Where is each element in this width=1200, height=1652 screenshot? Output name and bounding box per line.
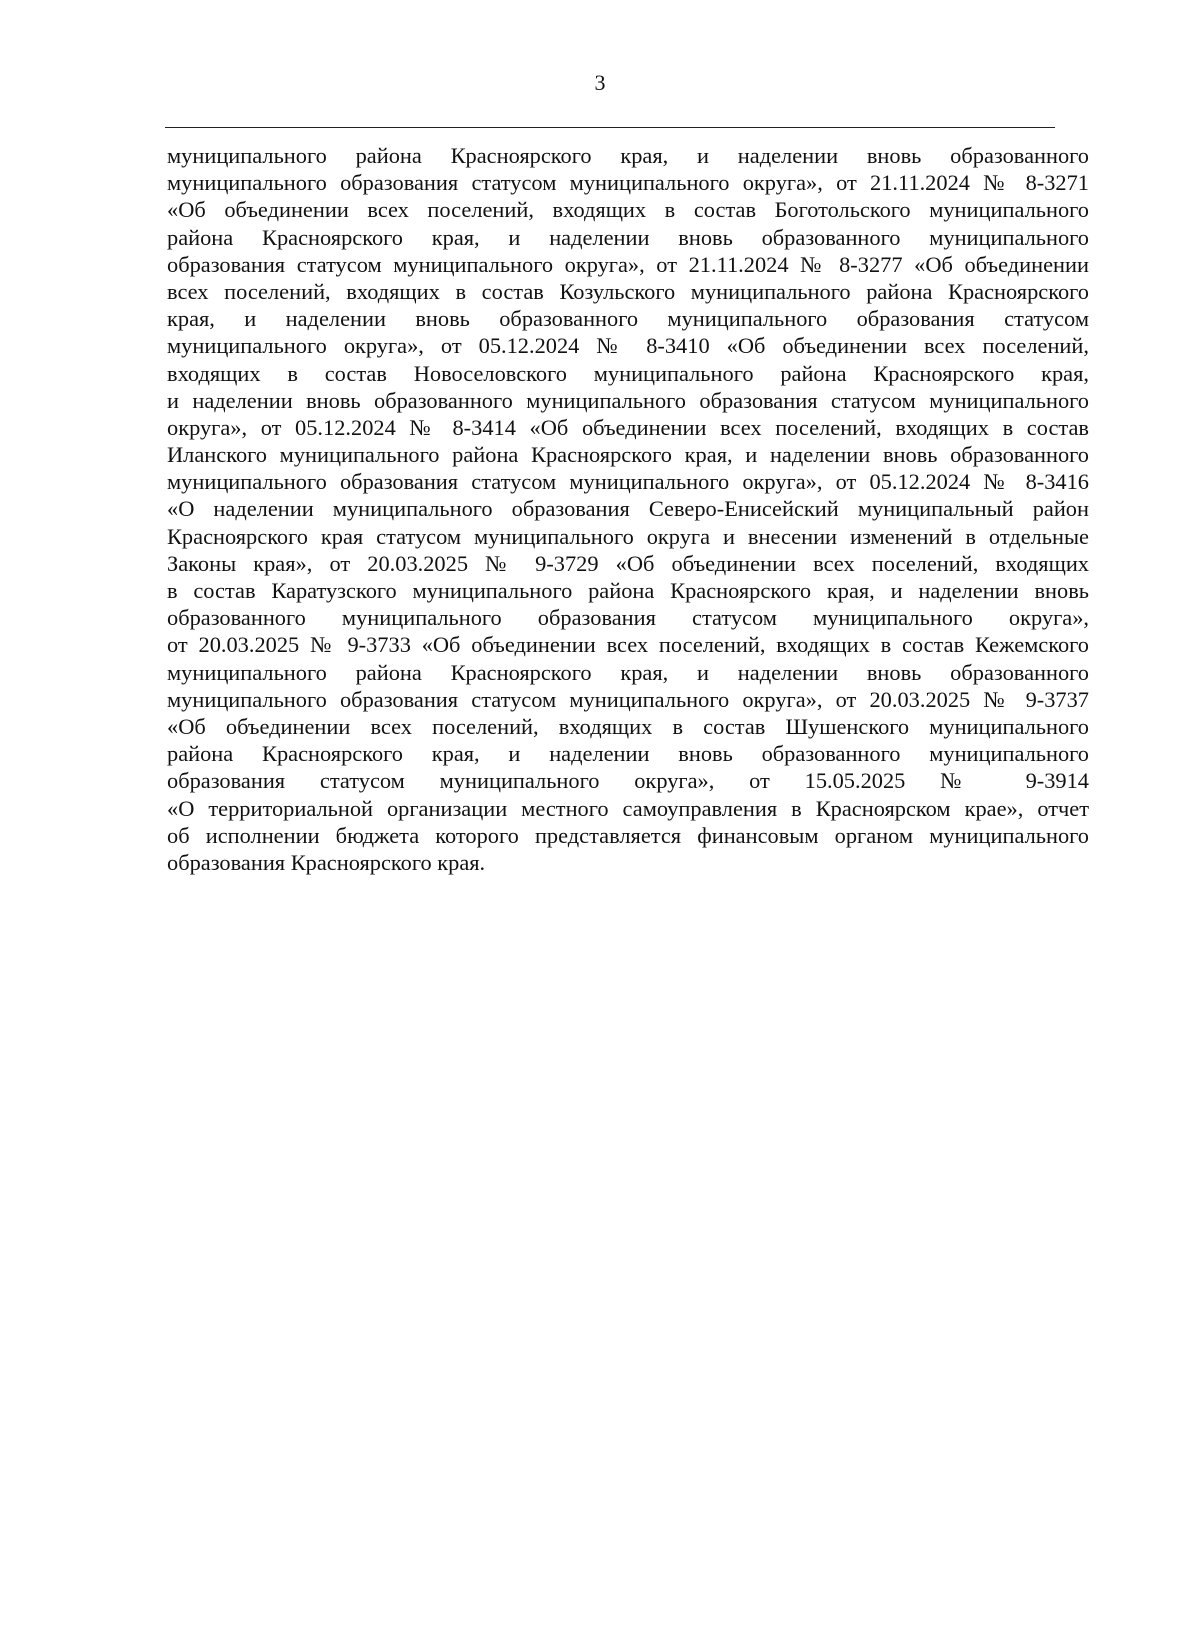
text-line: муниципального образования статусом муниципального округа», от 21.11.2024 № 8-3271 bbox=[167, 170, 1089, 196]
text-line: муниципального района Красноярского края, и наделении вновь образованного bbox=[167, 143, 1089, 168]
text-line: муниципального образования статусом муниципального округа», от 20.03.2025 № 9-3737 bbox=[167, 686, 1089, 712]
text-line: края, и наделении вновь образованного муниципального образования статусом bbox=[167, 306, 1089, 332]
body-paragraph bbox=[167, 142, 1089, 876]
text-line: об исполнении бюджета которого представляется финансовым органом муниципального bbox=[167, 822, 1089, 848]
text-line: Иланского муниципального района Красноярского края, и наделении вновь образованного bbox=[167, 442, 1089, 468]
text-line: образования статусом муниципального округа», от 21.11.2024 № 8-3277 «Об объединении bbox=[167, 251, 1089, 277]
text-line: в состав Каратузского муниципального района Красноярского края, и наделении вновь bbox=[167, 578, 1089, 603]
text-line: образованного муниципального образования статусом муниципального округа», bbox=[167, 605, 1089, 631]
page-number: 3 bbox=[594, 70, 606, 95]
text-line: «О территориальной организации местного самоуправления в Красноярском крае», отчет bbox=[167, 795, 1089, 821]
text-line: района Красноярского края, и наделении вновь образованного муниципального bbox=[167, 224, 1089, 250]
text-line: района Красноярского края, и наделении вновь образованного муниципального bbox=[167, 741, 1089, 767]
text-line: Законы края», от 20.03.2025 № 9-3729 «Об объединении всех поселений, входящих bbox=[167, 550, 1089, 576]
text-line: «Об объединении всех поселений, входящих в состав Шушенского муниципального bbox=[167, 713, 1089, 739]
text-line: муниципального района Красноярского края, и наделении вновь образованного bbox=[167, 659, 1089, 685]
text-line: «О наделении муниципального образования Северо-Енисейский муниципальный район bbox=[167, 496, 1089, 522]
text-line: образования статусом муниципального округа», от 15.05.2025 № 9-3914 bbox=[167, 768, 1089, 794]
text-line: от 20.03.2025 № 9-3733 «Об объединении всех поселений, входящих в состав Кежемского bbox=[167, 632, 1089, 658]
text-line: входящих в состав Новоселовского муниципального района Красноярского края, bbox=[167, 360, 1089, 386]
text-line: округа», от 05.12.2024 № 8-3414 «Об объединении всех поселений, входящих в состав bbox=[167, 414, 1089, 440]
header-rule bbox=[165, 127, 1055, 128]
text-line: и наделении вновь образованного муниципального образования статусом муниципального bbox=[167, 387, 1089, 413]
text-line: Красноярского края статусом муниципального округа и внесении изменений в отдельные bbox=[167, 523, 1089, 549]
text-line: муниципального округа», от 05.12.2024 № 8-3410 «Об объединении всех поселений, bbox=[167, 333, 1089, 359]
text-line: «Об объединении всех поселений, входящих в состав Боготольского муниципального bbox=[167, 197, 1089, 223]
text-line: муниципального образования статусом муниципального округа», от 05.12.2024 № 8-3416 bbox=[167, 469, 1089, 495]
text-line: всех поселений, входящих в состав Козульского муниципального района Красноярского bbox=[167, 278, 1089, 304]
text-line: образования Красноярского края. bbox=[167, 849, 486, 875]
